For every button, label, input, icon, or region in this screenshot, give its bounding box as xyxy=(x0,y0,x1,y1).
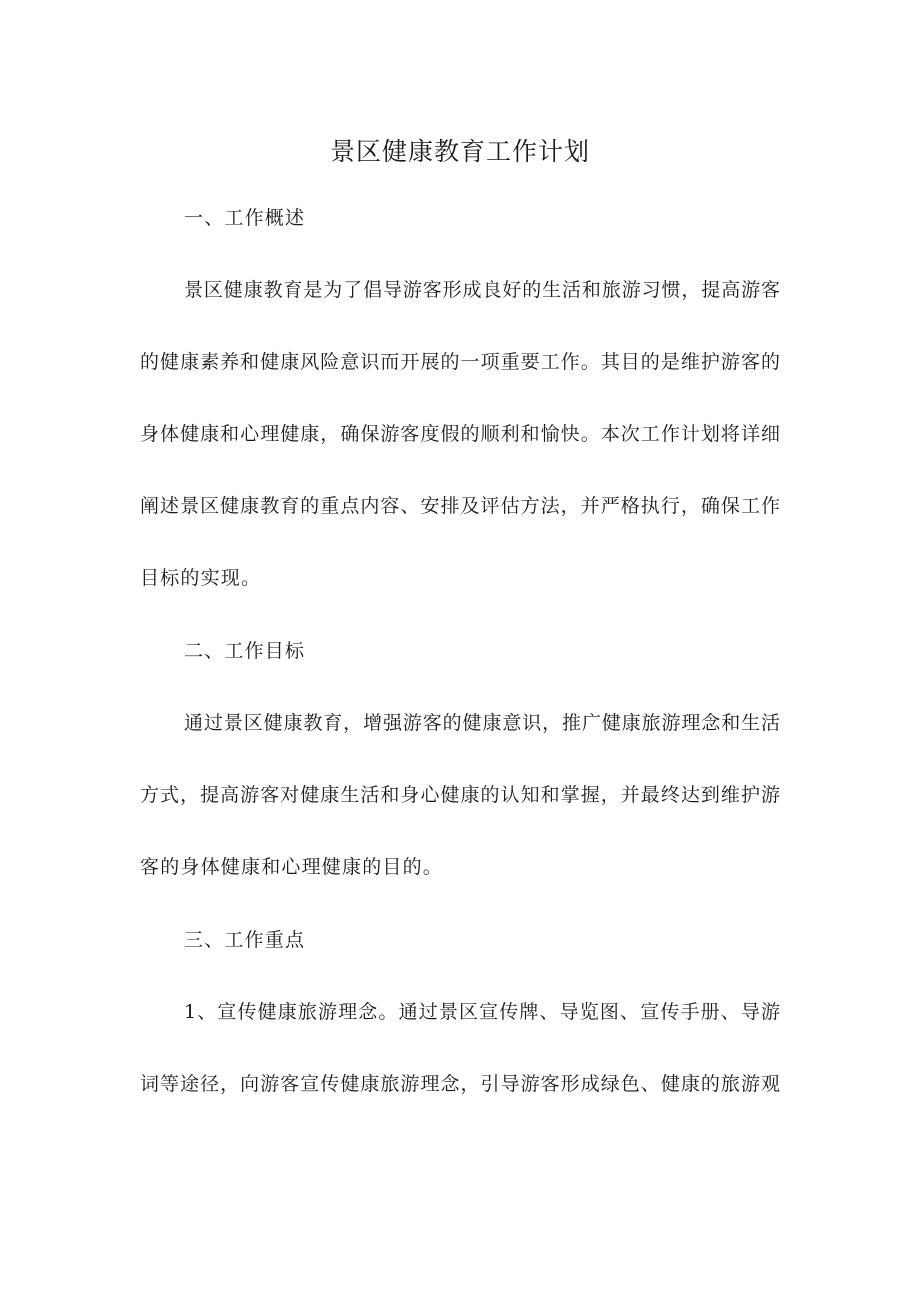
section-heading-overview: 一、工作概述 xyxy=(184,207,306,229)
section-heading-goals: 二、工作目标 xyxy=(184,640,306,662)
paragraph-line: 通过景区健康教育，增强游客的健康意识，推广健康旅游理念和生活 xyxy=(184,712,780,734)
paragraph-line: 阐述景区健康教育的重点内容、安排及评估方法，并严格执行，确保工作 xyxy=(140,495,780,517)
section-heading-focus: 三、工作重点 xyxy=(184,929,306,951)
paragraph-line: 词等途径，向游客宣传健康旅游理念，引导游客形成绿色、健康的旅游观 xyxy=(140,1073,780,1095)
document-title: 景区健康教育工作计划 xyxy=(329,137,590,166)
paragraph-line: 1、宣传健康旅游理念。通过景区宣传牌、导览图、宣传手册、导游 xyxy=(184,1001,780,1023)
paragraph-line: 目标的实现。 xyxy=(140,567,262,589)
paragraph-line: 的健康素养和健康风险意识而开展的一项重要工作。其目的是维护游客的 xyxy=(140,351,780,373)
paragraph-line: 方式，提高游客对健康生活和身心健康的认知和掌握，并最终达到维护游 xyxy=(140,784,780,806)
paragraph-line: 客的身体健康和心理健康的目的。 xyxy=(140,856,444,878)
paragraph-line: 身体健康和心理健康，确保游客度假的顺利和愉快。本次工作计划将详细 xyxy=(140,423,780,445)
paragraph-line: 景区健康教育是为了倡导游客形成良好的生活和旅游习惯，提高游客 xyxy=(184,279,780,301)
